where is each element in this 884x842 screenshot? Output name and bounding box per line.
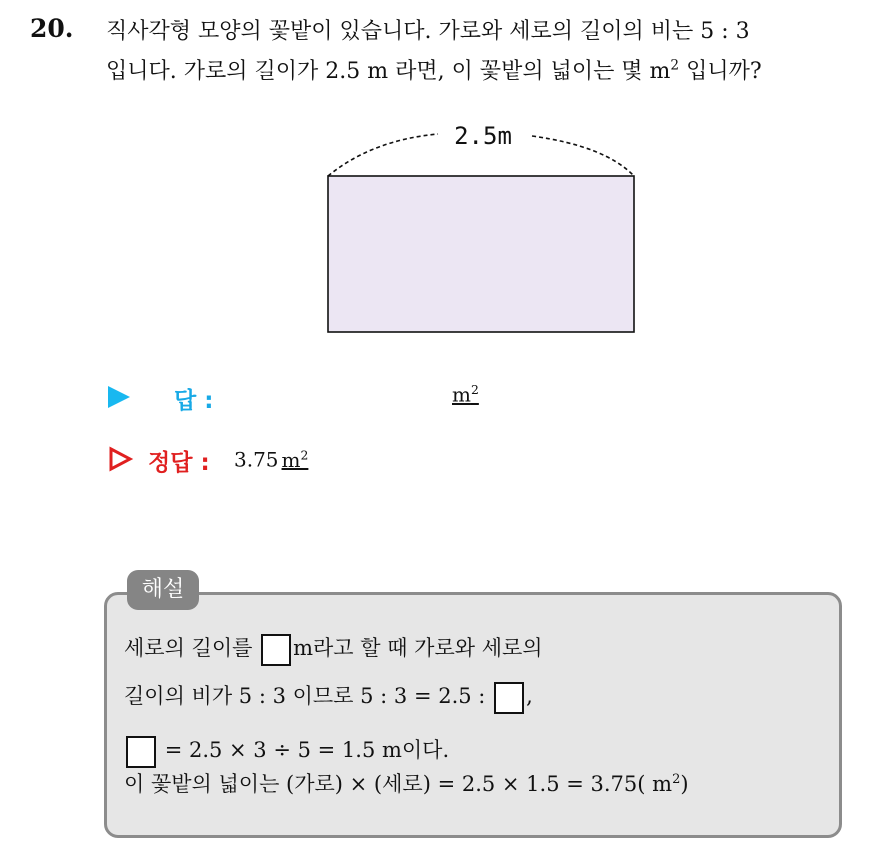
explanation-line4-end: ) <box>680 772 689 796</box>
question-text-line1: 직사각형 모양의 꽃밭이 있습니다. 가로와 세로의 길이의 비는 5 : 3 <box>106 19 750 44</box>
explanation-line1 <box>124 632 543 666</box>
explanation-unit-superscript: 2 <box>672 772 681 787</box>
question-number: 20. <box>30 14 74 43</box>
explanation-line2 <box>124 680 533 714</box>
flower-bed-rectangle <box>328 176 634 332</box>
explanation-line3 <box>124 734 449 768</box>
answer-label: 답 : <box>174 388 214 414</box>
question-text-line2 <box>106 54 762 85</box>
explanation-line2-end: , <box>526 684 533 708</box>
question-text-line2-end: 입니까? <box>679 59 762 84</box>
blank-box <box>494 682 524 714</box>
explanation-line3-text: = 2.5 × 3 ÷ 5 = 1.5 m이다. <box>164 738 450 762</box>
correct-unit-superscript: 2 <box>300 447 309 462</box>
correct-answer-label: 정답 : <box>148 450 210 476</box>
explanation-tab: 해설 <box>127 570 199 610</box>
explanation-line1-end: m라고 할 때 가로와 세로의 <box>293 636 543 660</box>
correct-answer-value <box>234 447 308 472</box>
answer-unit-superscript: 2 <box>470 382 479 397</box>
outline-arrow-icon <box>108 446 134 472</box>
question-text-line2-main: 입니다. 가로의 길이가 2.5 m 라면, 이 꽃밭의 넓이는 몇 m <box>106 59 671 84</box>
answer-row <box>108 382 528 416</box>
correct-answer-unit <box>282 448 309 472</box>
explanation-line4 <box>124 768 689 798</box>
correct-unit-base: m <box>281 447 301 472</box>
question-unit-superscript: 2 <box>670 57 680 74</box>
explanation-line4-start: 이 꽃밭의 넓이는 (가로) × (세로) = 2.5 × 1.5 = 3.75( m <box>124 772 673 796</box>
explanation-line1-start: 세로의 길이를 <box>124 636 253 660</box>
explanation-line2-start: 길이의 비가 5 : 3 이므로 5 : 3 = 2.5 : <box>124 684 486 708</box>
play-arrow-icon <box>108 386 130 408</box>
answer-unit-base: m <box>452 382 471 407</box>
answer-unit <box>452 382 479 407</box>
blank-box <box>261 634 291 666</box>
rectangle-figure <box>320 120 650 340</box>
explanation-box <box>104 592 842 838</box>
blank-box <box>126 736 156 768</box>
correct-answer-number: 3.75 <box>234 447 279 472</box>
width-label: 2.5m <box>454 122 512 150</box>
correct-answer-row <box>108 444 528 478</box>
